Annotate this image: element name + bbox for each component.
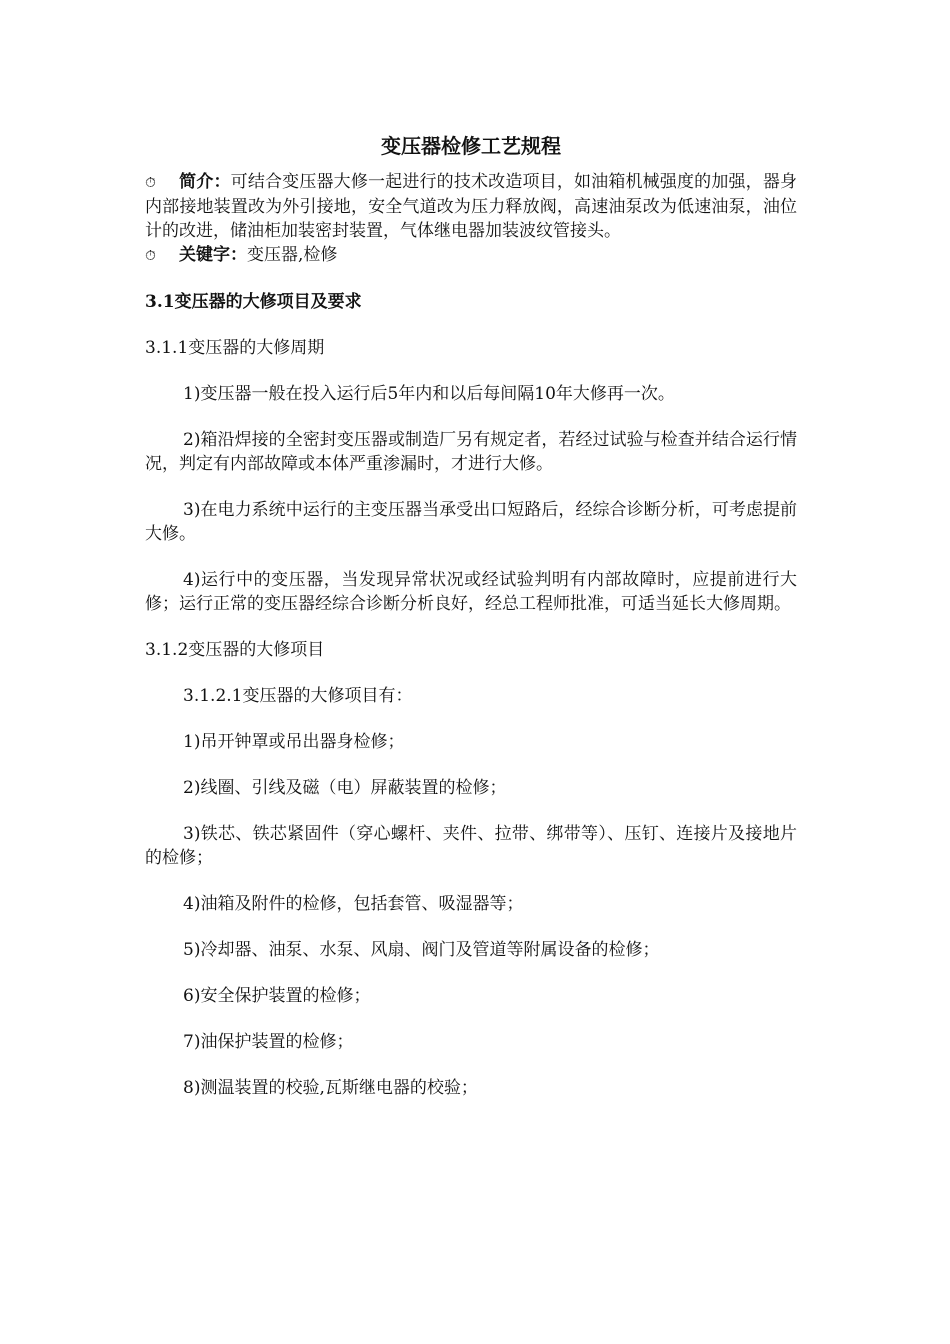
document-title: 变压器检修工艺规程 <box>381 134 561 158</box>
clock-icon: ⏱ <box>145 175 156 191</box>
subsection-heading: 3.1.1变压器的大修周期 <box>145 338 325 358</box>
paragraph: 1)变压器一般在投入运行后5年内和以后每间隔10年大修再一次。 <box>183 384 675 404</box>
paragraph: 2)箱沿焊接的全密封变压器或制造厂另有规定者，若经过试验与检查并结合运行情况，判定有内部故障或本体严重渗漏时，才进行大修。 <box>145 430 797 474</box>
subsection-heading: 3.1.2变压器的大修项目 <box>145 640 325 660</box>
paragraph: 4)运行中的变压器，当发现异常状况或经试验判明有内部故障时，应提前进行大修；运行正常的变压器经综合诊断分析良好，经总工程师批准，可适当延长大修周期。 <box>145 570 797 614</box>
abstract-text: 可结合变压器大修一起进行的技术改造项目，如油箱机械强度的加强，器身内部接地装置改为外引接地，安全气道改为压力释放阀，高速油泵改为低速油泵，油位计的改进，储油柜加装密封装置，气体继电器加装波纹管接头。 <box>145 172 798 241</box>
list-item: 7)油保护装置的检修； <box>183 1032 354 1052</box>
keywords <box>145 243 797 268</box>
list-item: 4)油箱及附件的检修，包括套管、吸湿器等； <box>183 894 524 914</box>
list-item: 1)吊开钟罩或吊出器身检修； <box>183 732 405 752</box>
list-item: 5)冷却器、油泵、水泵、风扇、阀门及管道等附属设备的检修； <box>183 940 660 960</box>
list-item: 3)铁芯、铁芯紧固件（穿心螺杆、夹件、拉带、绑带等）、压钉、连接片及接地片的检修； <box>145 824 797 868</box>
document-body <box>145 130 797 1100</box>
list-item: 8)测温装置的校验,瓦斯继电器的校验； <box>183 1078 478 1098</box>
abstract-label: 简介： <box>179 172 231 192</box>
abstract <box>145 170 797 243</box>
list-item: 2)线圈、引线及磁（电）屏蔽装置的检修； <box>183 778 507 798</box>
section-heading: 3.1变压器的大修项目及要求 <box>145 292 362 312</box>
list-item: 6)安全保护装置的检修； <box>183 986 371 1006</box>
paragraph: 3.1.2.1变压器的大修项目有： <box>183 686 413 706</box>
keywords-label: 关键字： <box>179 245 247 265</box>
paragraph: 3)在电力系统中运行的主变压器当承受出口短路后，经综合诊断分析，可考虑提前大修。 <box>145 500 797 544</box>
keywords-text: 变压器,检修 <box>247 245 338 265</box>
clock-icon: ⏱ <box>145 248 156 264</box>
